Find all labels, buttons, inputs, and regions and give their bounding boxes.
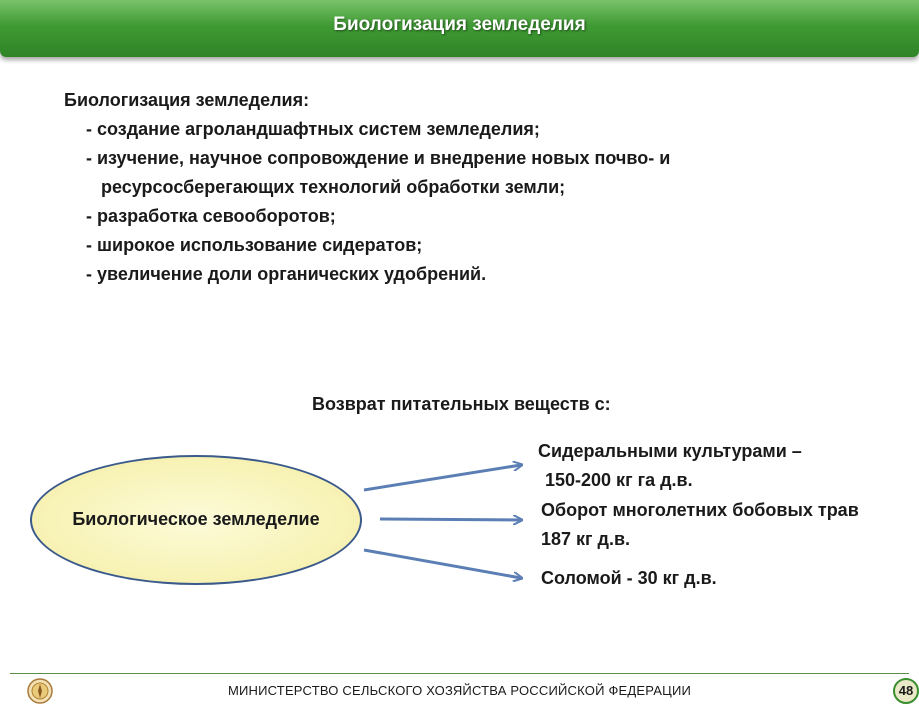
target-legumes: Оборот многолетних бобовых трав	[541, 500, 859, 520]
target-green-manure-value: 150-200 кг га д.в.	[545, 470, 693, 490]
arrow-to-legumes	[380, 519, 521, 520]
bullet-item-continuation: ресурсосберегающих технологий обработки земли;	[101, 177, 566, 197]
bullet-item: - разработка севооборотов;	[86, 206, 336, 226]
bullet-item: - широкое использование сидератов;	[86, 235, 423, 255]
bullet-item: - изучение, научное сопровождение и внедрение новых почво- и	[86, 148, 671, 168]
arrow-to-straw	[364, 550, 521, 578]
target-green-manure: Сидеральными культурами –	[538, 441, 802, 461]
target-straw: Соломой - 30 кг д.в.	[541, 568, 717, 588]
footer-ministry: МИНИСТЕРСТВО СЕЛЬСКОГО ХОЗЯЙСТВА РОССИЙСКОЙ ФЕДЕРАЦИИ	[227, 683, 692, 698]
target-legumes-value: 187 кг д.в.	[541, 529, 631, 549]
source-label: Биологическое земледелие	[72, 509, 320, 529]
page-number-badge: 48	[893, 678, 919, 704]
diagram-title: Возврат питательных веществ с:	[312, 394, 611, 414]
content-heading: Биологизация земледелия:	[64, 90, 310, 110]
slide-title: Биологизация земледелия	[333, 14, 586, 35]
footer-divider	[10, 673, 909, 674]
bullet-item: - создание агроландшафтных систем земледелия;	[86, 119, 540, 139]
bullet-item: - увеличение доли органических удобрений.	[86, 264, 487, 284]
arrow-to-green-manure	[364, 465, 521, 490]
